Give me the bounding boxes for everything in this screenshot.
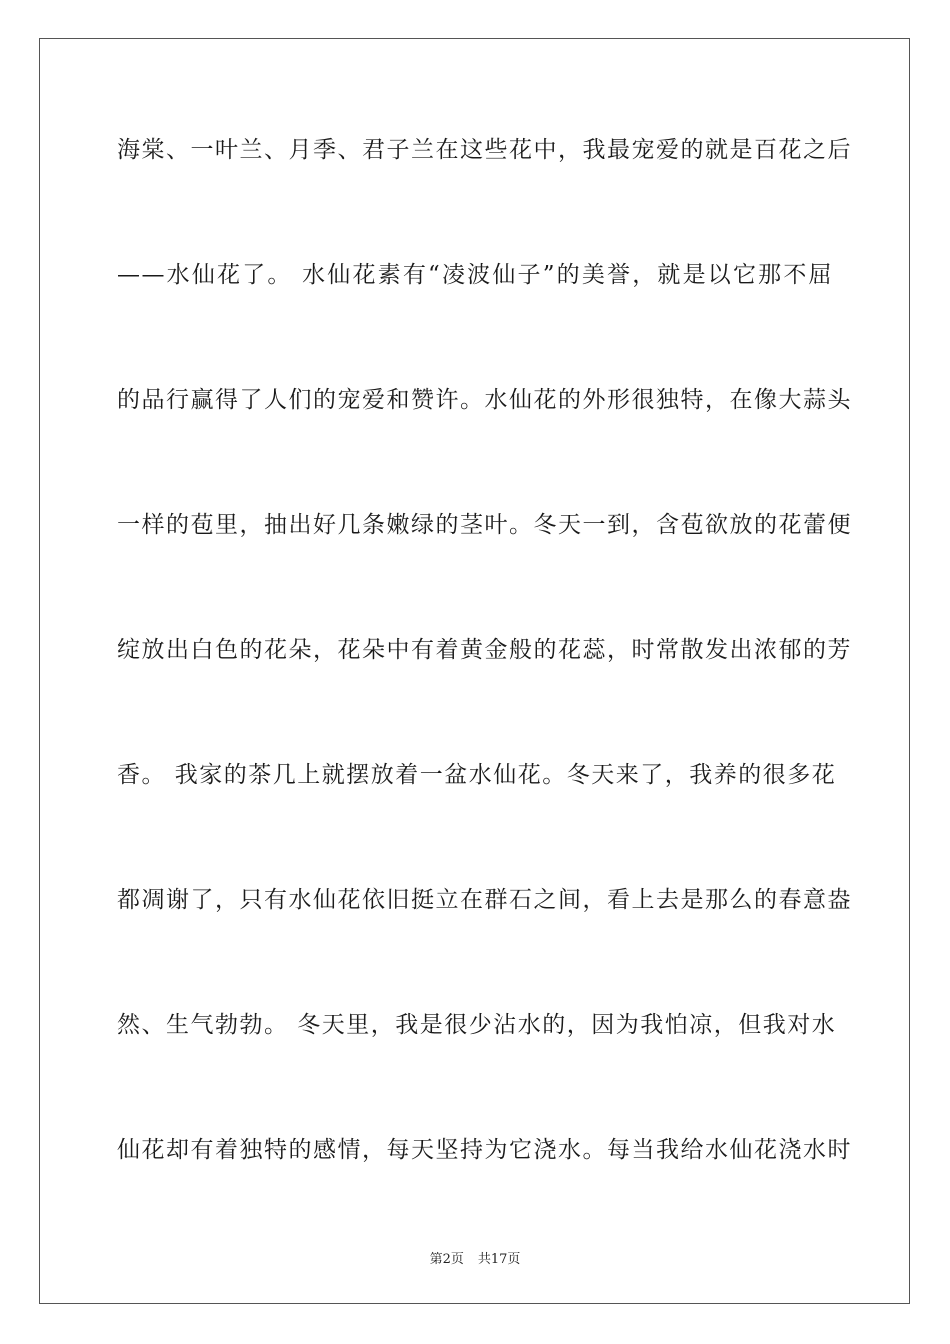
text-line: 绽放出白色的花朵，花朵中有着黄金般的花蕊，时常散发出浓郁的芳 bbox=[117, 637, 852, 663]
text-line: ——水仙花了。 水仙花素有“凌波仙子”的美誉，就是以它那不屈 bbox=[117, 262, 833, 288]
text-line: 的品行赢得了人们的宠爱和赞许。水仙花的外形很独特，在像大蒜头 bbox=[117, 387, 852, 413]
page-total: 共17页 bbox=[477, 1252, 521, 1267]
text-line: 然、生气勃勃。 冬天里，我是很少沾水的，因为我怕凉，但我对水 bbox=[117, 1012, 837, 1038]
text-line: 仙花却有着独特的感情，每天坚持为它浇水。每当我给水仙花浇水时 bbox=[117, 1137, 852, 1163]
text-line: 都凋谢了，只有水仙花依旧挺立在群石之间，看上去是那么的春意盎 bbox=[117, 887, 852, 913]
text-line: 香。 我家的茶几上就摆放着一盆水仙花。冬天来了，我养的很多花 bbox=[117, 762, 837, 788]
text-line: 海棠、一叶兰、月季、君子兰在这些花中，我最宠爱的就是百花之后 bbox=[117, 137, 852, 163]
document-body bbox=[117, 130, 852, 1255]
page-footer bbox=[0, 1248, 950, 1267]
text-line: 一样的苞里，抽出好几条嫩绿的茎叶。冬天一到，含苞欲放的花蕾便 bbox=[117, 512, 852, 538]
page-number: 第2页 bbox=[429, 1252, 464, 1267]
